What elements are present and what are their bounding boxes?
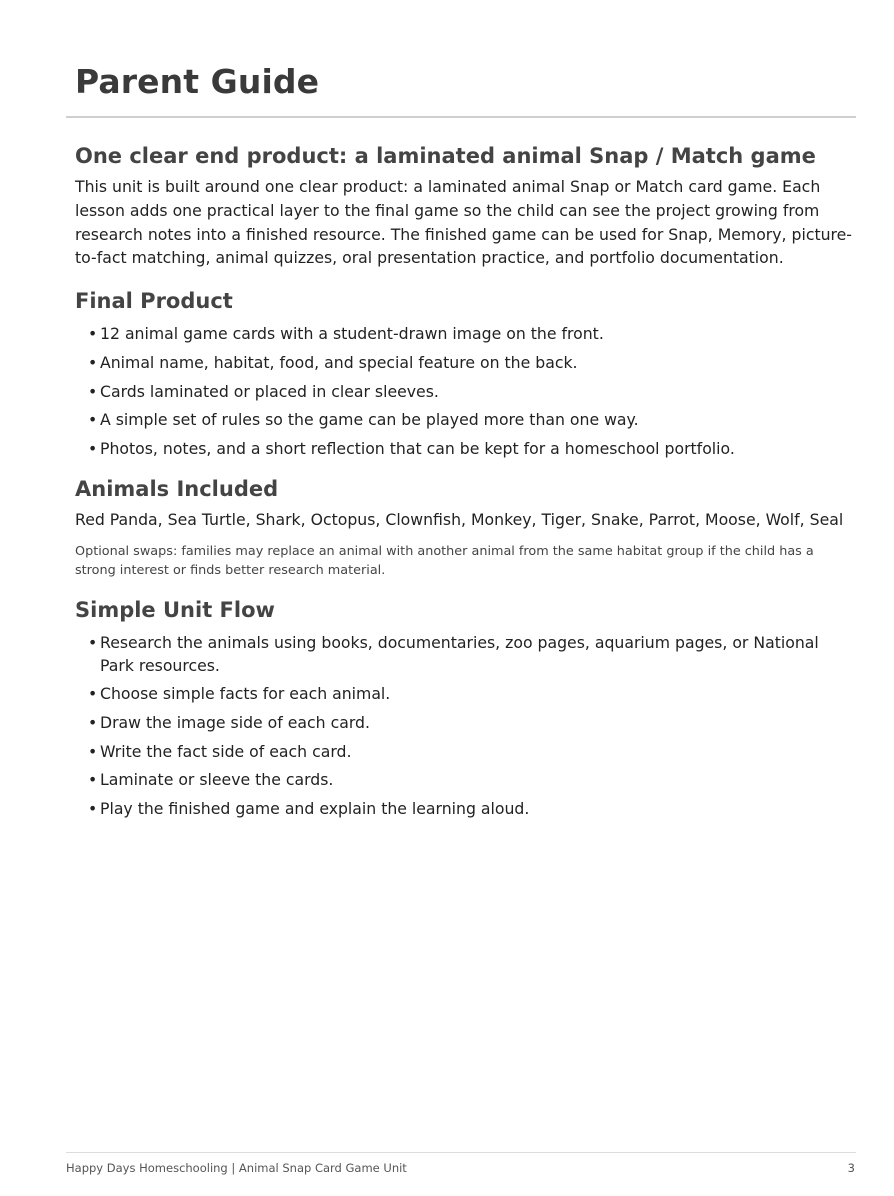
list-item (88, 351, 855, 374)
list-item-text: Animal name, habitat, food, and special feature on the back. (100, 352, 578, 372)
list-item (88, 437, 855, 460)
list-item-text: Choose simple facts for each animal. (100, 684, 391, 704)
list-item-text: Laminate or sleeve the cards. (100, 770, 334, 790)
bullet-icon: • (88, 410, 98, 430)
bullet-icon: • (88, 684, 98, 704)
unit-flow-list (75, 631, 855, 820)
intro-heading: One clear end product: a laminated animal Snap / Match game (75, 144, 816, 168)
list-item-text: Research the animals using books, documentaries, zoo pages, aquarium pages, or National Park resources. (100, 632, 819, 675)
page-title: Parent Guide (75, 62, 320, 101)
list-item (88, 380, 855, 403)
optional-swaps-note: Optional swaps: families may replace an animal with another animal from the same habitat group if the child has a strong interest or finds better research material. (75, 543, 814, 578)
list-item (88, 797, 855, 820)
intro-paragraph: This unit is built around one clear product: a laminated animal Snap or Match card game. Each lesson adds one practical layer to the final game so the child can see the project growing from research notes into a finished resource. The finished game can be used for Snap, Memory, picture-to-fact matching, animal quizzes, oral presentation practice, and portfolio documentation. (75, 177, 852, 268)
list-item (88, 408, 855, 431)
list-item-text: A simple set of rules so the game can be played more than one way. (100, 410, 639, 430)
bullet-icon: • (88, 438, 98, 458)
list-item-text: Write the fact side of each card. (100, 741, 352, 761)
bullet-icon: • (88, 324, 98, 344)
final-product-section (75, 286, 855, 460)
list-item-text: 12 animal game cards with a student-drawn image on the front. (100, 324, 604, 344)
bullet-icon: • (88, 741, 98, 761)
bullet-icon: • (88, 381, 98, 401)
list-item-text: Cards laminated or placed in clear sleeves. (100, 381, 439, 401)
bullet-icon: • (88, 632, 98, 652)
bullet-icon: • (88, 352, 98, 372)
list-item-text: Play the finished game and explain the learning aloud. (100, 799, 530, 819)
animals-heading: Animals Included (75, 476, 279, 501)
animals-list: Red Panda, Sea Turtle, Shark, Octopus, Clownfish, Monkey, Tiger, Snake, Parrot, Moose, Wolf, Seal (75, 509, 844, 529)
list-item-text: Draw the image side of each card. (100, 713, 370, 733)
final-product-list (75, 322, 855, 460)
bullet-icon: • (88, 713, 98, 733)
list-item (88, 631, 855, 677)
list-item (88, 711, 855, 734)
animals-section (75, 474, 855, 580)
bullet-icon: • (88, 799, 98, 819)
list-item (88, 682, 855, 705)
page-content (75, 141, 855, 826)
list-item (88, 768, 855, 791)
page-number: 3 (847, 1161, 855, 1175)
final-product-heading: Final Product (75, 289, 233, 314)
title-divider (66, 116, 856, 118)
footer-text: Happy Days Homeschooling | Animal Snap Card Game Unit (66, 1161, 407, 1175)
unit-flow-heading: Simple Unit Flow (75, 597, 275, 622)
list-item-text: Photos, notes, and a short reflection that can be kept for a homeschool portfolio. (100, 438, 735, 458)
list-item (88, 740, 855, 763)
intro-section (75, 141, 855, 270)
list-item (88, 322, 855, 345)
bullet-icon: • (88, 770, 98, 790)
footer-divider (66, 1152, 856, 1153)
unit-flow-section (75, 595, 855, 820)
